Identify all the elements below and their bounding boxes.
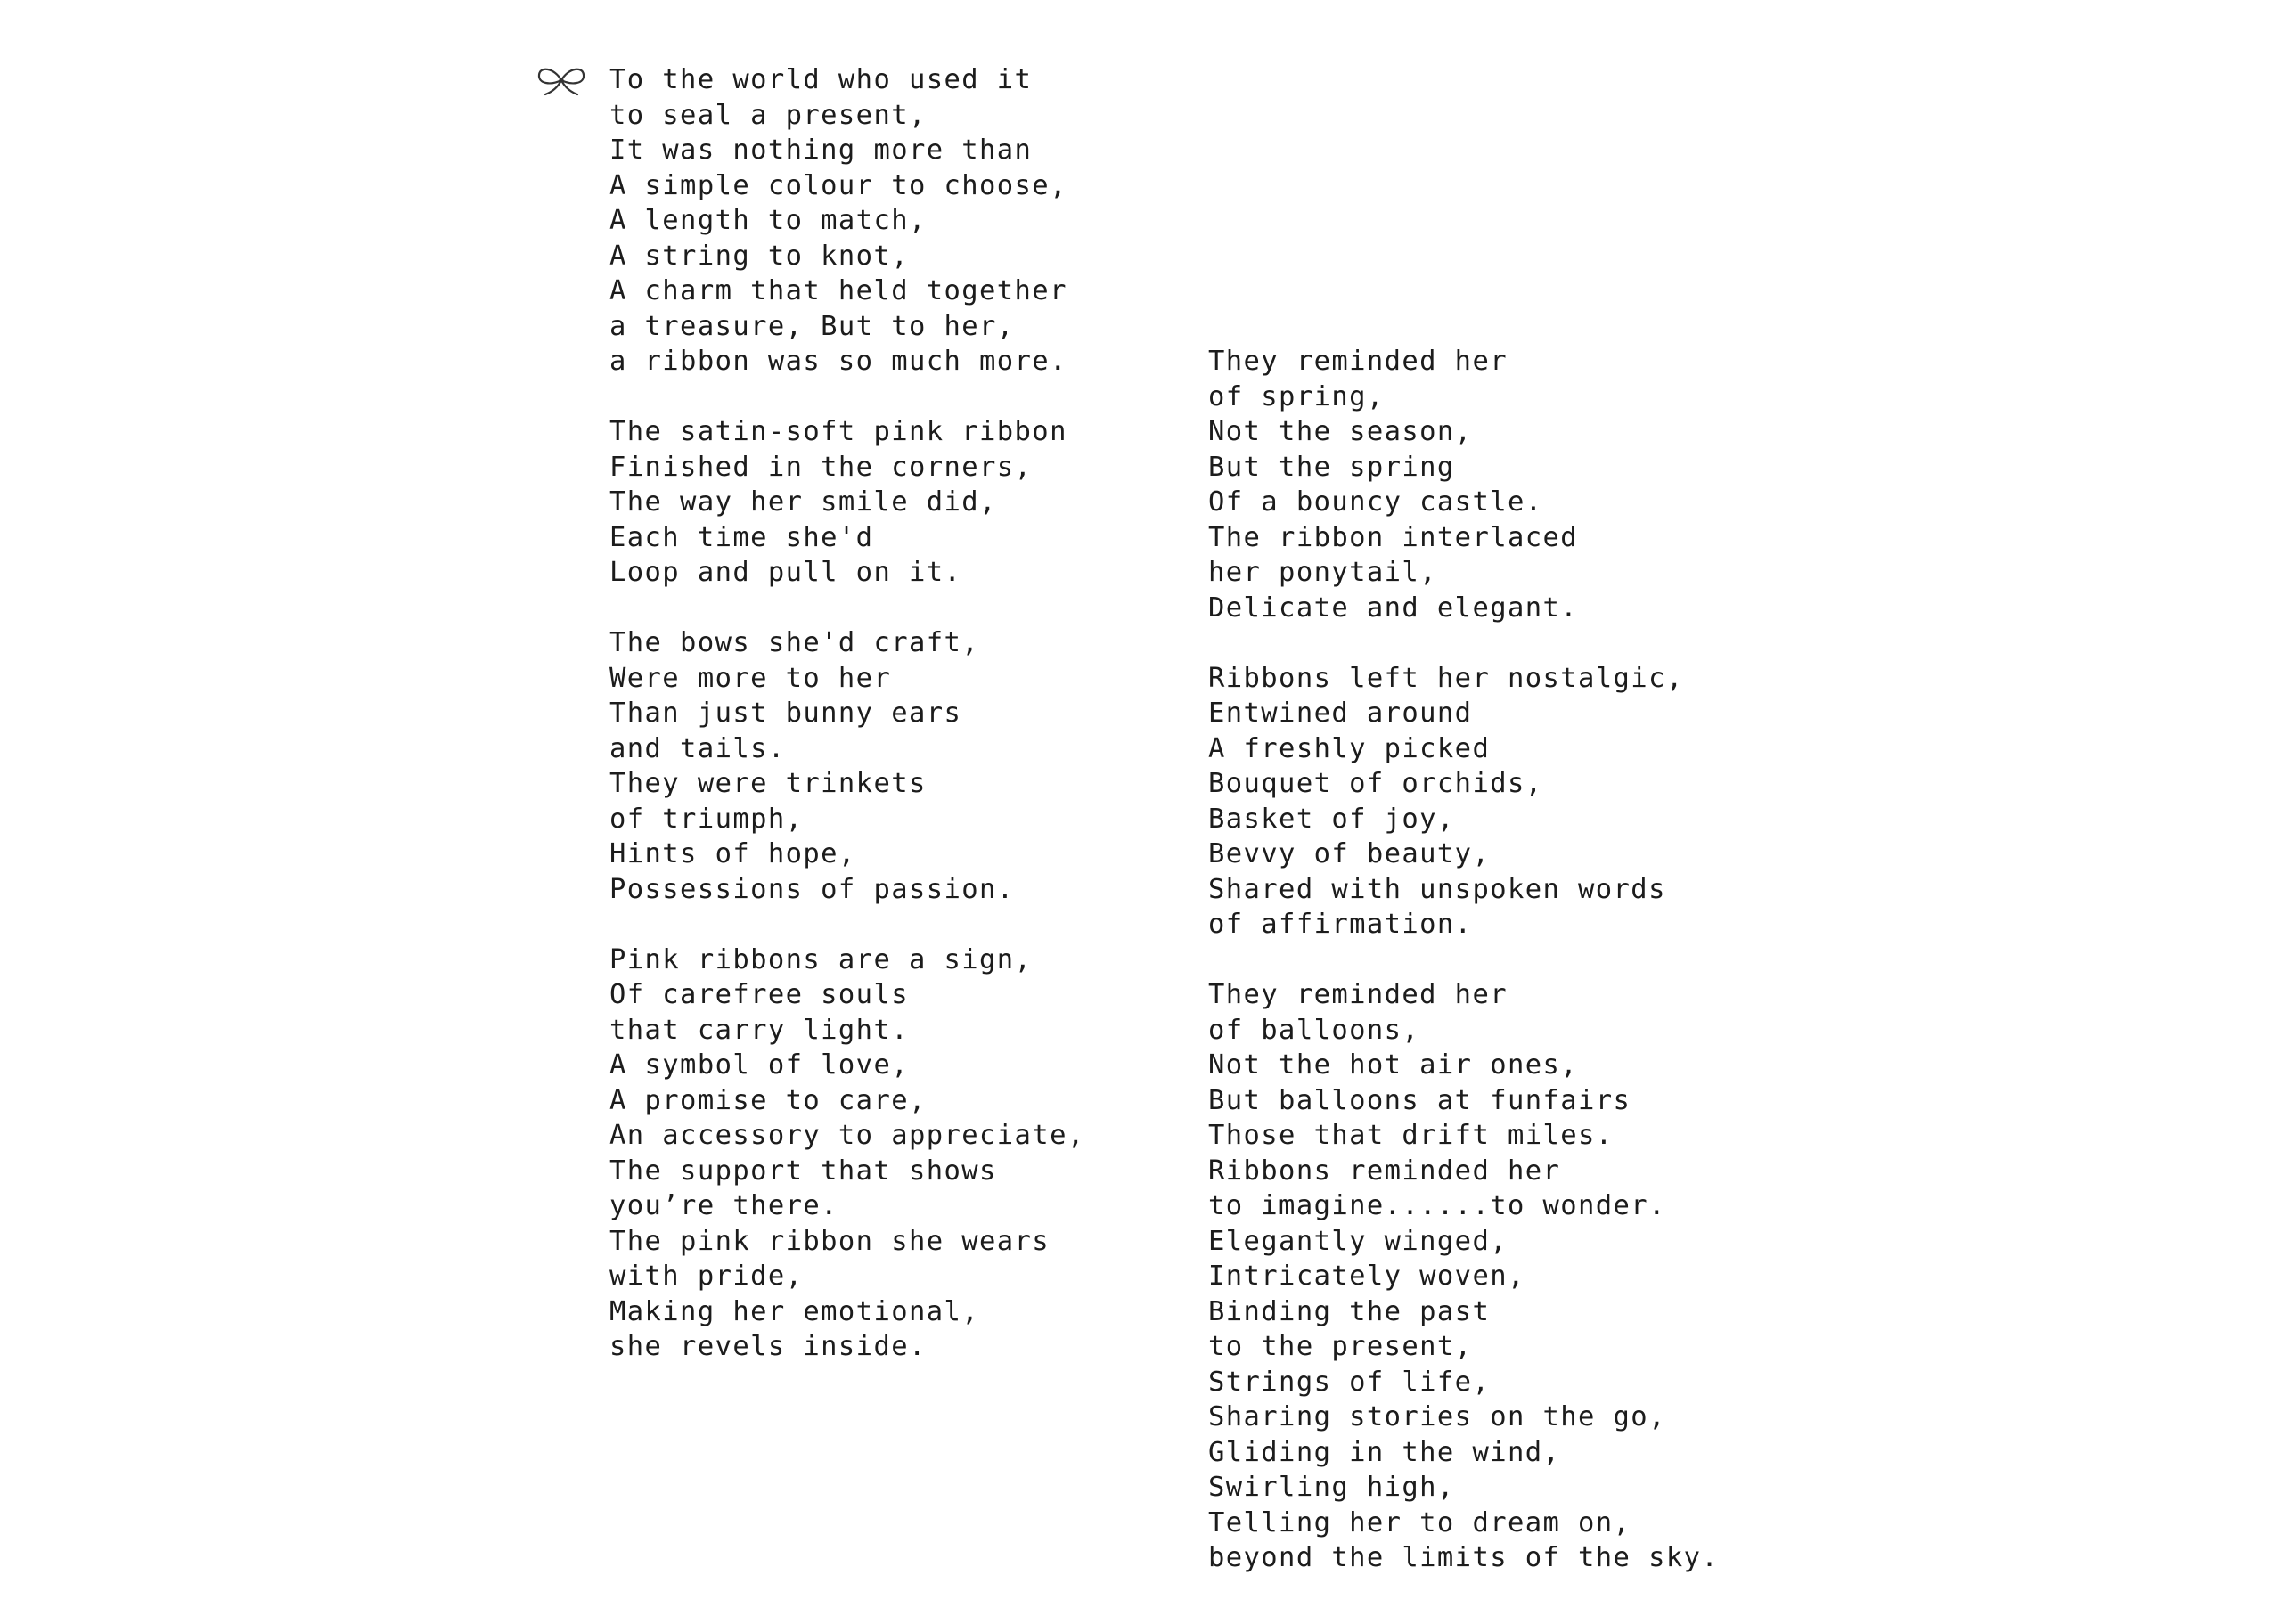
poem-line: Than just bunny ears bbox=[609, 698, 962, 729]
poem-line: Loop and pull on it. bbox=[609, 557, 962, 588]
poem-line: Strings of life, bbox=[1208, 1366, 1491, 1398]
poem-line: Possessions of passion. bbox=[609, 873, 1015, 905]
poem-left-column bbox=[609, 62, 1085, 1365]
stanza-break bbox=[609, 591, 1085, 626]
poem-line: you’re there. bbox=[609, 1190, 838, 1221]
poem-line: The satin-soft pink ribbon bbox=[609, 416, 1067, 447]
poem-line: beyond the limits of the sky. bbox=[1208, 1542, 1720, 1573]
poem-line: They reminded her bbox=[1208, 979, 1508, 1010]
stanza-break bbox=[609, 907, 1085, 943]
poem-line: Each time she'd bbox=[609, 521, 874, 553]
poem-line: But balloons at funfairs bbox=[1208, 1084, 1631, 1116]
ribbon-bow-icon bbox=[535, 62, 588, 98]
poem-line: A simple colour to choose, bbox=[609, 169, 1067, 201]
stanza-break bbox=[1208, 203, 1719, 239]
poem-line: Ribbons left her nostalgic, bbox=[1208, 662, 1684, 694]
poem-line: Of a bouncy castle. bbox=[1208, 486, 1543, 518]
stanza-break bbox=[1208, 168, 1719, 204]
poem-line: A string to knot, bbox=[609, 240, 909, 272]
poem-line: Of carefree souls bbox=[609, 979, 909, 1010]
poem-line: They were trinkets bbox=[609, 768, 927, 799]
poem-line: Delicate and elegant. bbox=[1208, 592, 1579, 624]
poem-line: to the present, bbox=[1208, 1331, 1473, 1362]
poem-line: Making her emotional, bbox=[609, 1295, 980, 1327]
poem-line: and tails. bbox=[609, 732, 786, 764]
poem-line: Elegantly winged, bbox=[1208, 1225, 1508, 1257]
poem-line: Pink ribbons are a sign, bbox=[609, 943, 1033, 975]
poem-line: A promise to care, bbox=[609, 1084, 927, 1116]
poem-line: that carry light. bbox=[609, 1014, 909, 1046]
stanza-break bbox=[1208, 62, 1719, 98]
poem-line: Not the hot air ones, bbox=[1208, 1049, 1579, 1081]
poem-line: with pride, bbox=[609, 1261, 804, 1292]
poem-line: Not the season, bbox=[1208, 416, 1473, 447]
poem-line: of spring, bbox=[1208, 380, 1385, 412]
poem-line: An accessory to appreciate, bbox=[609, 1120, 1085, 1151]
stanza-break bbox=[609, 379, 1085, 415]
stanza-break bbox=[1208, 309, 1719, 345]
poem-line: Ribbons reminded her bbox=[1208, 1155, 1561, 1187]
poem-right-column bbox=[1208, 62, 1719, 1576]
poem-line: The support that shows bbox=[609, 1155, 997, 1187]
poem-line: They reminded her bbox=[1208, 346, 1508, 377]
poem-line: A symbol of love, bbox=[609, 1049, 909, 1081]
stanza-break bbox=[1208, 98, 1719, 134]
poem-line: The way her smile did, bbox=[609, 486, 997, 518]
poem-line: It was nothing more than bbox=[609, 135, 1033, 166]
poem-line: A charm that held together bbox=[609, 275, 1067, 306]
poem-line: Bouquet of orchids, bbox=[1208, 768, 1543, 799]
poem-line: The pink ribbon she wears bbox=[609, 1225, 1051, 1257]
poem-line: her ponytail, bbox=[1208, 557, 1437, 588]
poem-line: Those that drift miles. bbox=[1208, 1120, 1614, 1151]
poem-line: But the spring bbox=[1208, 451, 1455, 483]
poem-line: Swirling high, bbox=[1208, 1472, 1455, 1503]
poem-line: A freshly picked bbox=[1208, 732, 1491, 764]
poem-line: of triumph, bbox=[609, 803, 804, 835]
poem-line: Were more to her bbox=[609, 662, 892, 694]
poem-line: Binding the past bbox=[1208, 1295, 1491, 1327]
poem-line: Finished in the corners, bbox=[609, 451, 1033, 483]
poem-line: Telling her to dream on, bbox=[1208, 1506, 1631, 1538]
poem-line: she revels inside. bbox=[609, 1331, 927, 1362]
poem-line: of balloons, bbox=[1208, 1014, 1420, 1046]
poem-line: A length to match, bbox=[609, 205, 927, 236]
poem-line: The bows she'd craft, bbox=[609, 627, 980, 658]
poem-line: Sharing stories on the go, bbox=[1208, 1401, 1666, 1432]
stanza-break bbox=[1208, 625, 1719, 661]
poem-line: Bevvy of beauty, bbox=[1208, 838, 1491, 869]
poem-line: To the world who used it bbox=[609, 64, 1033, 95]
stanza-break bbox=[1208, 133, 1719, 168]
stanza-break bbox=[1208, 943, 1719, 978]
stanza-break bbox=[1208, 239, 1719, 274]
poem-line: Basket of joy, bbox=[1208, 803, 1455, 835]
poem-line: The ribbon interlaced bbox=[1208, 521, 1579, 553]
poem-line: Shared with unspoken words bbox=[1208, 873, 1666, 905]
poem-line: a ribbon was so much more. bbox=[609, 346, 1067, 377]
poem-line: Intricately woven, bbox=[1208, 1261, 1525, 1292]
poem-line: of affirmation. bbox=[1208, 909, 1473, 940]
poem-line: a treasure, But to her, bbox=[609, 310, 1015, 342]
poem-line: Hints of hope, bbox=[609, 838, 856, 869]
stanza-break bbox=[1208, 273, 1719, 309]
poem-line: to seal a present, bbox=[609, 99, 927, 131]
poem-line: Gliding in the wind, bbox=[1208, 1436, 1561, 1468]
poem-line: Entwined around bbox=[1208, 698, 1473, 729]
poem-line: to imagine......to wonder. bbox=[1208, 1190, 1666, 1221]
